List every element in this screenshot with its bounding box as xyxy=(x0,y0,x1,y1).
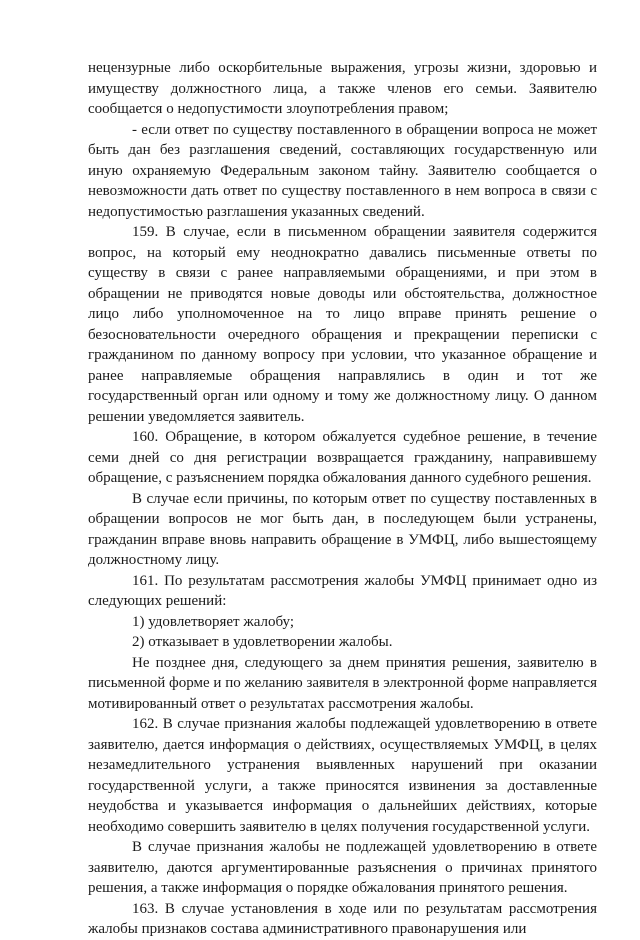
paragraph-159: 159. В случае, если в письменном обращении заявителя содержится вопрос, на который ему неоднократно давались письменные ответы по существу в связи с ранее направляемыми обращениями, и при этом в обращении не приводятся новые доводы или обстоятельства, должностное лицо либо уполномоченное на то лицо вправе принять решение о безосновательности очередного обращения и прекращении переписки с гражданином по данному вопросу при условии, что указанное обращение и ранее направляемые обращения направлялись в один и тот же государственный орган или одному и тому же должностному лицу. О данном решении уведомляется заявитель. xyxy=(88,224,597,425)
paragraph-secret-info: - если ответ по существу поставленного в обращении вопроса не может быть дан без разглашения сведений, составляющих государственную или иную охраняемую Федеральным законом тайну. Заявителю сообщается о невозможности дать ответ по существу поставленного в нем вопроса в связи с недопустимостью разглашения указанных сведений. xyxy=(88,121,597,220)
paragraph-162: 162. В случае признания жалобы подлежащей удовлетворению в ответе заявителю, дается информация о действиях, осуществляемых УМФЦ, в целях незамедлительного устранения выявленных нарушений при оказании государственной услуги, а также приносятся извинения за доставленные неудобства и указывается информация о дальнейших действиях, которые необходимо совершить заявителю в целях получения государственной услуги. xyxy=(88,716,597,835)
list-item-refuse: 2) отказывает в удовлетворении жалобы. xyxy=(132,634,393,650)
paragraph-161: 161. По результатам рассмотрения жалобы УМФЦ принимает одно из следующих решений: xyxy=(88,572,597,609)
list-item-satisfy: 1) удовлетворяет жалобу; xyxy=(132,613,295,630)
paragraph-continuation: нецензурные либо оскорбительные выражения, угрозы жизни, здоровью и имуществу должностного лица, а также членов его семьи. Заявителю сообщается о недопустимости злоупотребления правом; xyxy=(88,60,597,117)
paragraph-reapply: В случае если причины, по которым ответ по существу поставленных в обращении вопросов не мог быть дан, в последующем были устранены, гражданин вправе вновь направить обращение в УМФЦ, либо вышестоящему должностному лицу. xyxy=(88,490,597,568)
paragraph-not-satisfied: В случае признания жалобы не подлежащей удовлетворению в ответе заявителю, даются аргументированные разъяснения о причинах принятого решения, а также информация о порядке обжалования принятого решения. xyxy=(88,839,597,896)
paragraph-response-deadline: Не позднее дня, следующего за днем принятия решения, заявителю в письменной форме и по желанию заявителя в электронной форме направляется мотивированный ответ о результатах рассмотрения жалобы. xyxy=(88,654,597,712)
paragraph-163: 163. В случае установления в ходе или по результатам рассмотрения жалобы признаков состава административного правонарушения или xyxy=(88,900,597,937)
paragraph-160: 160. Обращение, в котором обжалуется судебное решение, в течение семи дней со дня регистрации возвращается гражданину, направившему обращение, с разъяснением порядка обжалования данного судебного решения. xyxy=(88,429,597,486)
